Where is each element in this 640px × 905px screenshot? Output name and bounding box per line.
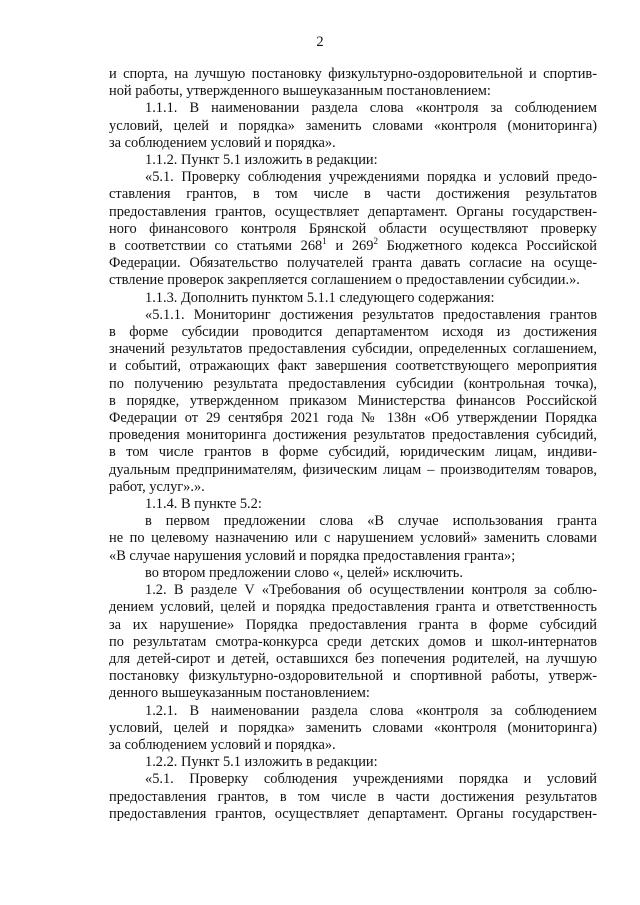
text-line: «5.1. Проверку соблюдения учреждениями порядка и условий предо-: [145, 169, 597, 186]
text-line: для детей-сирот и детей, оставшихся без попечения родителей, на лучшую: [109, 650, 597, 667]
text-line: ной работы, утвержденного вышеуказанным постановлением:: [109, 83, 491, 100]
text-line: 1.2. В разделе V «Требования об осуществлении контроля за соблю-: [145, 582, 597, 599]
text-line: проведения мониторинга достижения результатов предоставления субсидий,: [109, 427, 597, 444]
text-line: по получению результата предоставления субсидии (контрольная точка),: [109, 375, 597, 392]
text-line: 1.1.4. В пункте 5.2:: [145, 496, 262, 513]
text-line: в первом предложении слова «В случае использования гранта: [145, 513, 597, 530]
page-number: 2: [316, 34, 324, 50]
superscript: 1: [322, 236, 327, 247]
text-line: «5.1.1. Мониторинг достижения результатов предоставления грантов: [145, 306, 597, 323]
text-line: дуальным предпринимателям, физическим лицам – производителям товаров,: [109, 461, 597, 478]
text-line: ставления грантов, в том числе в части достижения результатов: [109, 186, 597, 203]
text-line: 1.2.2. Пункт 5.1 изложить в редакции:: [145, 754, 378, 771]
text-line: 1.1.1. В наименовании раздела слова «контроля за соблюдением: [145, 100, 597, 117]
text-run: в соответствии со статьями 268: [109, 238, 323, 255]
text-line: [109, 238, 597, 255]
text-line: по результатам смотра-конкурса среди детских домов и школ-интернатов: [109, 633, 597, 650]
text-line: в форме субсидии проводится департаментом исходя из достижения: [109, 324, 597, 341]
superscript: 2: [373, 236, 378, 247]
text-line: 1.1.3. Дополнить пунктом 5.1.1 следующего содержания:: [145, 289, 495, 306]
text-line: и событий, отражающих факт завершения соответствующего мероприятия: [109, 358, 597, 375]
text-line: во втором предложении слово «, целей» исключить.: [145, 564, 463, 581]
text-line: денного вышеуказанным постановлением:: [109, 685, 370, 702]
text-line: «В случае нарушения условий и порядка предоставления гранта»;: [109, 547, 516, 564]
text-line: значений результатов предоставления субсидии, определенных соглашением,: [109, 341, 597, 358]
text-line: предоставления грантов, в том числе в части достижения результатов: [109, 788, 597, 805]
text-line: предоставления грантов, осуществляет департамент. Органы государствен-: [109, 805, 597, 822]
text-line: условий, целей и порядка» заменить словами «контроля (мониторинга): [109, 117, 597, 134]
text-line: за соблюдением условий и порядка».: [109, 134, 336, 151]
text-line: не по целевому назначению или с нарушением условий» заменить словами: [109, 530, 597, 547]
text-line: за соблюдением условий и порядка».: [109, 736, 336, 753]
text-line: в том числе грантов в форме субсидий, юридическим лицам, индиви-: [109, 444, 597, 461]
text-line: 1.2.1. В наименовании раздела слова «контроля за соблюдением: [145, 702, 597, 719]
text-line: «5.1. Проверку соблюдения учреждениями порядка и условий: [145, 771, 597, 788]
text-line: 1.1.2. Пункт 5.1 изложить в редакции:: [145, 152, 378, 169]
text-line: в порядке, утвержденном приказом Министерства финансов Российской: [109, 392, 597, 409]
text-line: Федерации от 29 сентября 2021 года № 138н «Об утверждении Порядка: [109, 410, 597, 427]
text-line: и спорта, на лучшую постановку физкультурно-оздоровительной и спортив-: [109, 66, 597, 82]
text-line: работ, услуг».».: [109, 478, 205, 495]
text-line: Федерации. Обязательство получателей гранта давать согласие на осуще-: [109, 255, 597, 272]
text-line: дением условий, целей и порядка предоставления гранта и ответственность: [109, 599, 597, 616]
text-line: ного финансового контроля Брянской области осуществляют проверку: [109, 220, 597, 237]
text-line: условий, целей и порядка» заменить словами «контроля (мониторинга): [109, 719, 597, 736]
text-line: за их нарушение» Порядка предоставления гранта в форме субсидий: [109, 616, 597, 633]
text-line: постановку физкультурно-оздоровительной и спортивной работы, утверж-: [109, 668, 597, 685]
document-body: [109, 66, 597, 823]
text-run: и 269: [326, 238, 374, 255]
text-run: Бюджетного кодекса Российской: [377, 238, 597, 255]
text-line: ствление проверок закрепляется соглашением о предоставлении субсидии.».: [109, 272, 580, 289]
text-line: предоставления грантов, осуществляет департамент. Органы государствен-: [109, 203, 597, 220]
